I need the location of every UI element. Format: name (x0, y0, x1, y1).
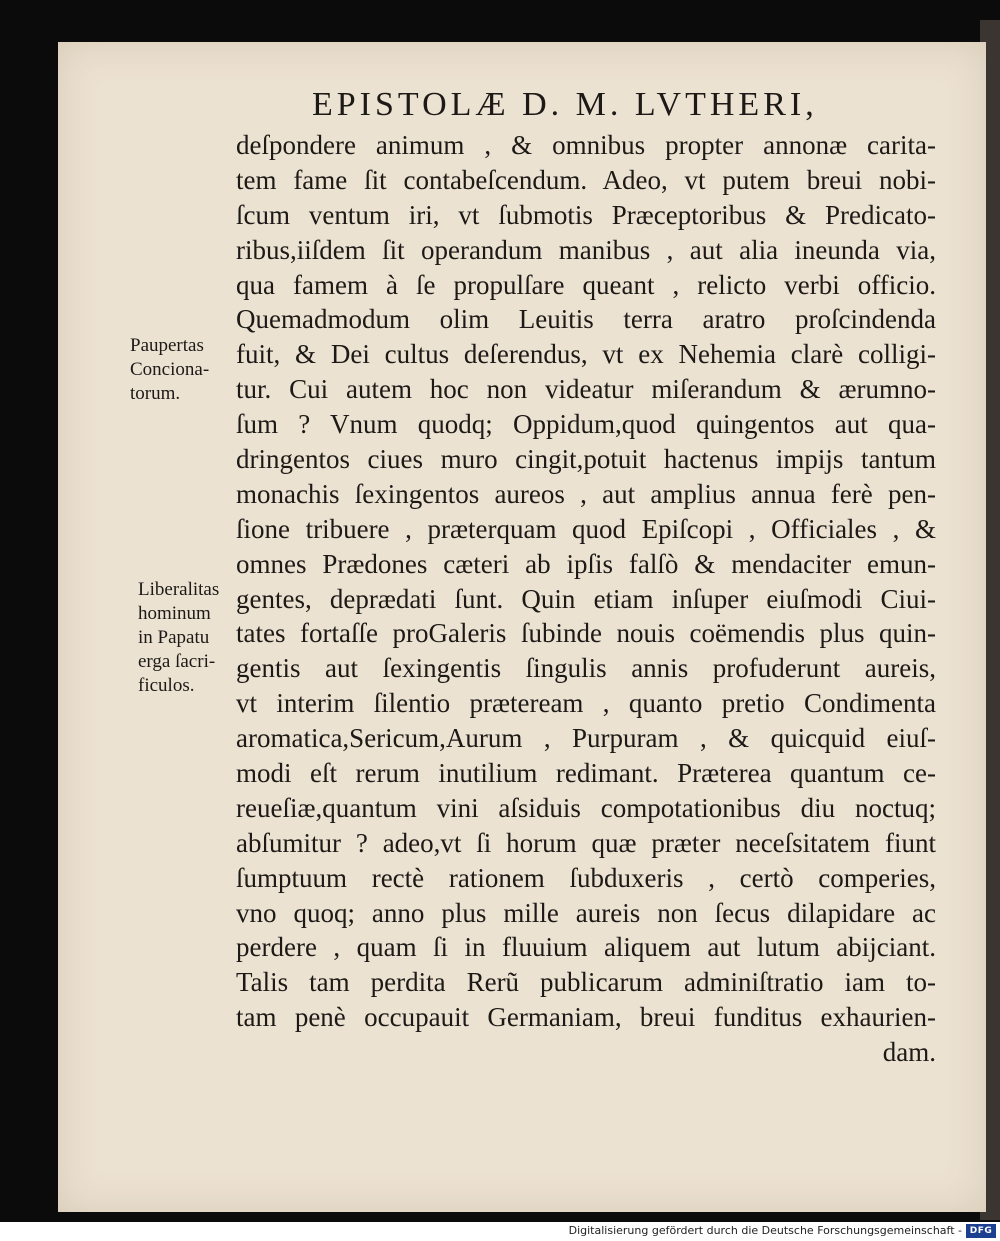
marginal-note-line: Conciona- (130, 359, 210, 380)
text-line: modi eſt rerum inutilium redimant. Præterea quantum ce- (236, 758, 936, 789)
body-text (236, 128, 936, 1070)
text-line: gentes, deprædati ſunt. Quin etiam inſuper eiuſmodi Ciui- (236, 583, 936, 614)
text-line: fuit, & Dei cultus deſerendus, vt ex Nehemia clarè colligi- (236, 339, 936, 370)
text-line: tam penè occupauit Germaniam, breui funditus exhaurien- (236, 1002, 936, 1033)
marginal-note-line: in Papatu (138, 627, 210, 648)
marginal-note-line: hominum (138, 603, 211, 624)
text-line: qua famem à ſe propulſare queant , relicto verbi officio. (236, 269, 936, 300)
text-line: tates fortaſſe proGaleris ſubinde nouis coëmendis plus quin- (236, 618, 936, 649)
text-line: aromatica,Sericum,Aurum , Purpuram , & quicquid eiuſ- (236, 723, 936, 754)
text-line: vno quoq; anno plus mille aureis non ſecus dilapidare ac (236, 897, 936, 928)
text-line: ribus,iiſdem ſit operandum manibus , aut alia ineunda via, (236, 234, 936, 265)
marginal-note-line: Liberalitas (138, 579, 220, 600)
text-line: deſpondere animum , & omnibus propter annonæ carita- (236, 130, 936, 160)
text-line: reueſiæ,quantum vini aſsiduis compotationibus diu noctuq; (236, 792, 936, 823)
text-line: gentis aut ſexingentis ſingulis annis profuderunt aureis, (236, 653, 936, 684)
text-line: Quemadmodum olim Leuitis terra aratro proſcindenda (236, 304, 936, 335)
marginal-note-line: ficulos. (138, 675, 195, 696)
text-line: ſumptuum rectè rationem ſubduxeris , certò comperies, (236, 862, 936, 893)
footer-credit: Digitalisierung gefördert durch die Deutsche Forschungsgemeinschaft - (568, 1224, 962, 1237)
text-line: omnes Prædones cæteri ab ipſis falſò & mendaciter emun- (236, 548, 936, 579)
text-line: ſum ? Vnum quodq; Oppidum,quod quingentos aut qua- (236, 409, 936, 440)
running-head: EPISTOLÆ D. M. LVTHERI, (312, 86, 818, 123)
text-line: Talis tam perdita Rerũ publicarum adminiſtratio iam to- (236, 967, 936, 998)
marginal-note-line: erga ſacri- (138, 651, 216, 672)
text-line: vt interim ſilentio præteream , quanto pretio Condimenta (236, 688, 936, 719)
text-line: perdere , quam ſi in fluuium aliquem aut lutum abijciant. (236, 932, 936, 963)
text-line: abſumitur ? adeo,vt ſi horum quæ præter neceſsitatem fiunt (236, 827, 936, 858)
footer-bar (0, 1222, 1000, 1241)
text-line: tur. Cui autem hoc non videatur miſerandum & ærumno- (236, 374, 936, 405)
text-line: tem fame ſit contabeſcendum. Adeo, vt putem breui nobi- (236, 164, 936, 195)
marginal-note-line: torum. (130, 383, 181, 404)
dfg-logo: DFG (966, 1224, 996, 1238)
text-line: monachis ſexingentos aureos , aut amplius annua ferè pen- (236, 478, 936, 509)
marginal-note-line: Paupertas (130, 335, 204, 356)
text-line-catchword: dam. (882, 1037, 936, 1068)
text-line: ſione tribuere , præterquam quod Epiſcopi , Officiales , & (236, 513, 936, 544)
marginal-note-paupertas (130, 334, 250, 406)
text-line: dringentos ciues muro cingit,potuit hactenus impijs tantum (236, 444, 936, 475)
text-line: ſcum ventum iri, vt ſubmotis Præceptoribus & Predicato- (236, 199, 936, 230)
